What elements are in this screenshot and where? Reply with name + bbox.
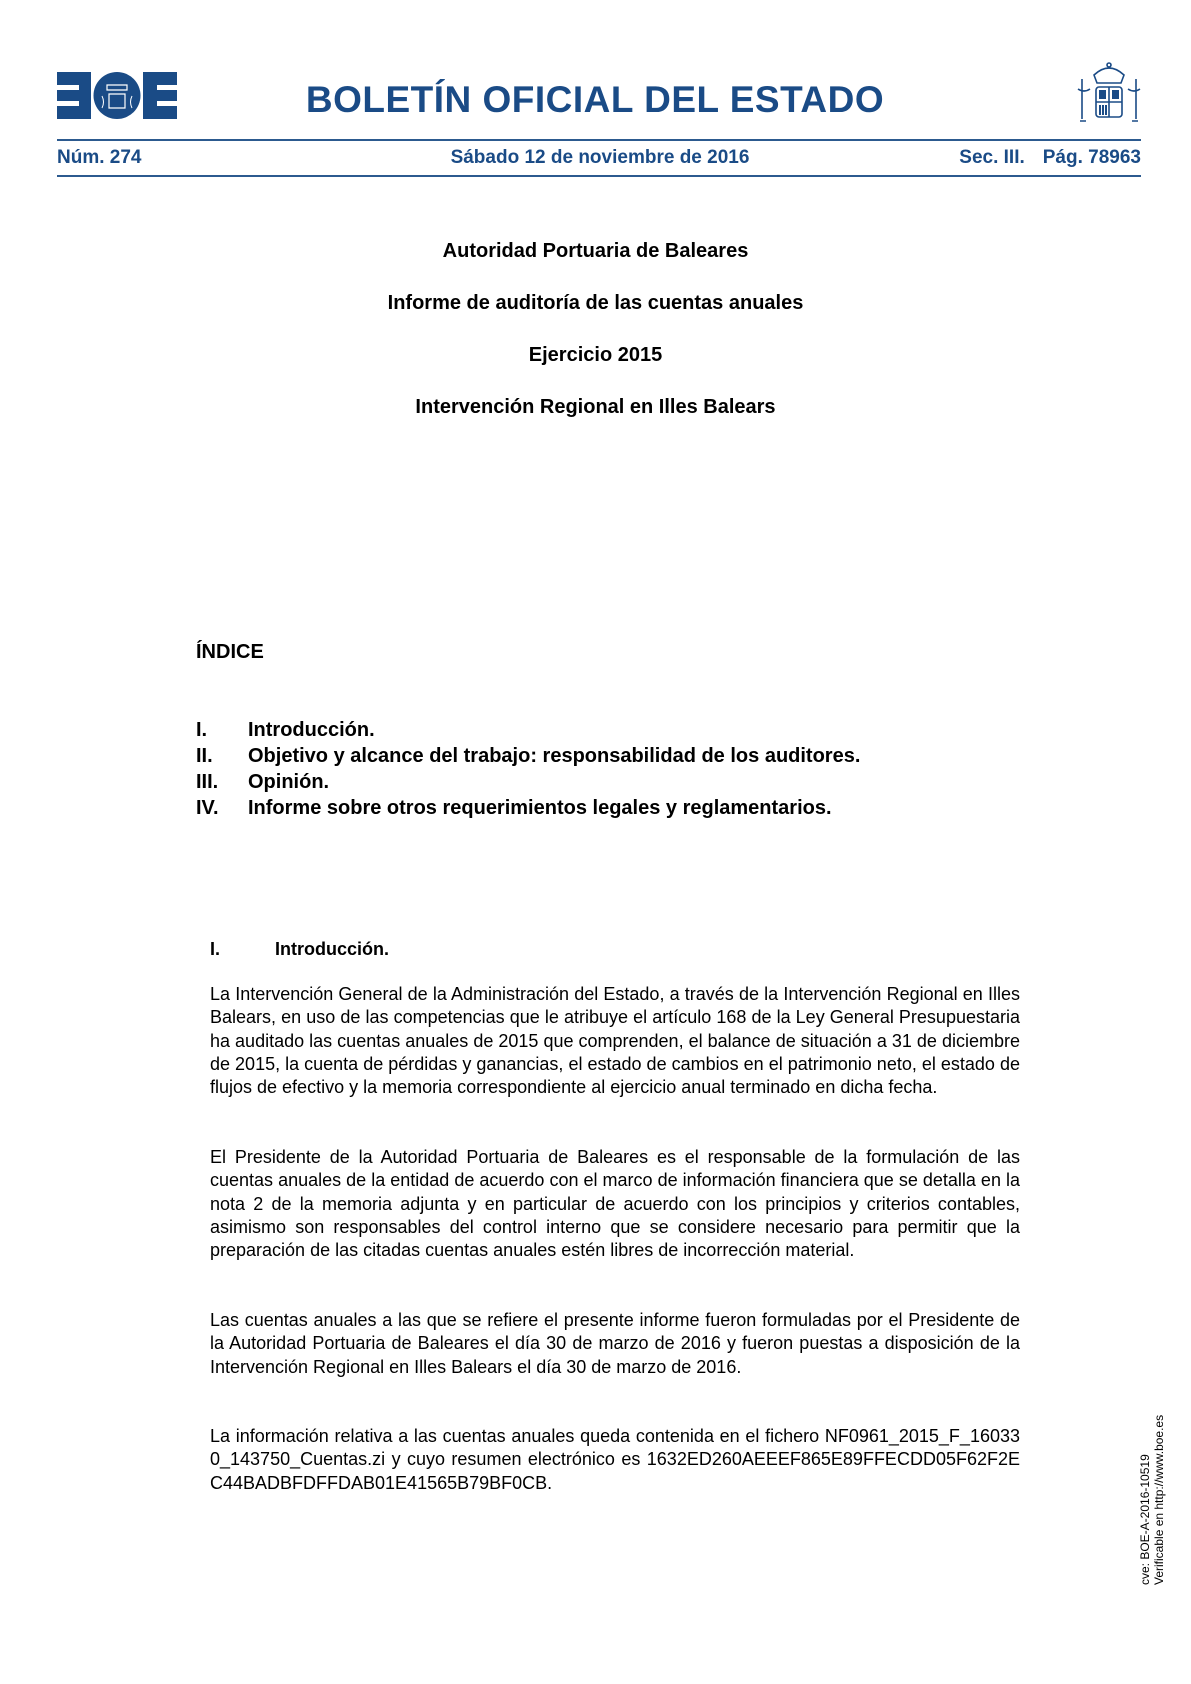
index-item bbox=[196, 743, 860, 769]
index-item bbox=[196, 795, 860, 821]
section-page bbox=[959, 146, 1141, 170]
paragraph: La Intervención General de la Administración del Estado, a través de la Intervención Regional en Illes Balears, en uso de las competencias que le atribuye el artículo 168 de la Ley General Presupuestaria ha auditado las cuentas anuales de 2015 que comprenden, el balance de situación a 31 de diciembre de 2015, la cuenta de pérdidas y ganancias, el estado de cambios en el patrimonio neto, el estado de flujos de efectivo y la memoria correspondiente al ejercicio anual terminado en dicha fecha. bbox=[210, 984, 1020, 1098]
section-heading bbox=[210, 937, 389, 961]
paragraph: El Presidente de la Autoridad Portuaria de Baleares es el responsable de la formulación de las cuentas anuales de la entidad de acuerdo con el marco de información financiera que se detalla en la nota 2 de la memoria adjunta y en particular de acuerdo con los principios y criterios contables, asimismo son responsables del control interno que se considere necesario para permitir que la preparación de las citadas cuentas anuales estén libres de incorrección material. bbox=[210, 1147, 1020, 1261]
header-rule-top bbox=[57, 139, 1141, 141]
verification-note bbox=[1138, 1415, 1166, 1585]
index-numeral: II. bbox=[196, 745, 213, 767]
issue-number: Núm. 274 bbox=[57, 147, 142, 168]
coat-of-arms-icon bbox=[1076, 59, 1142, 129]
section-label: Sec. III. bbox=[959, 147, 1025, 168]
entity-title: Autoridad Portuaria de Baleares bbox=[442, 240, 749, 262]
index-numeral: IV. bbox=[196, 797, 219, 819]
index-label: Introducción. bbox=[248, 719, 375, 741]
section-title: Introducción. bbox=[275, 939, 389, 959]
index-label: Informe sobre otros requerimientos legales y reglamentarios. bbox=[248, 797, 832, 819]
index-item bbox=[196, 717, 860, 743]
index-label: Objetivo y alcance del trabajo: responsabilidad de los auditores. bbox=[248, 745, 861, 767]
verification-link[interactable]: Verificable en http://www.boe.es bbox=[1152, 1414, 1166, 1585]
fiscal-year-title: Ejercicio 2015 bbox=[528, 344, 663, 366]
index-item bbox=[196, 769, 860, 795]
index-numeral: III. bbox=[196, 771, 219, 793]
paragraph: La información relativa a las cuentas anuales queda contenida en el fichero NF0961_2015_F_160330_143750_Cuentas.zi y cuyo resumen electrónico es 1632ED260AEEEF865E89FFECDD05F62F2EC44BADBFDFFDAB01E41565B79BF0CB. bbox=[210, 1426, 1020, 1493]
section-numeral: I. bbox=[210, 939, 221, 959]
cve-code: cve: BOE-A-2016-10519 bbox=[1138, 1454, 1152, 1585]
paragraph: Las cuentas anuales a las que se refiere el presente informe fueron formuladas por el Presidente de la Autoridad Portuaria de Baleares el día 30 de marzo de 2016 y fueron puestas a disposición de la Intervención Regional en Illes Balears el día 30 de marzo de 2016. bbox=[210, 1310, 1020, 1377]
auditor-title: Intervención Regional en Illes Balears bbox=[415, 396, 776, 418]
index-numeral: I. bbox=[196, 719, 208, 741]
page-label: Pág. 78963 bbox=[1042, 147, 1141, 168]
publication-title: BOLETÍN OFICIAL DEL ESTADO bbox=[305, 79, 885, 120]
index-heading: ÍNDICE bbox=[196, 641, 264, 663]
boe-logo bbox=[57, 72, 177, 119]
report-title: Informe de auditoría de las cuentas anuales bbox=[387, 292, 804, 314]
header-rule-bottom bbox=[57, 175, 1141, 177]
index-list bbox=[196, 717, 860, 821]
issue-date: Sábado 12 de noviembre de 2016 bbox=[450, 147, 750, 168]
index-label: Opinión. bbox=[248, 771, 330, 793]
